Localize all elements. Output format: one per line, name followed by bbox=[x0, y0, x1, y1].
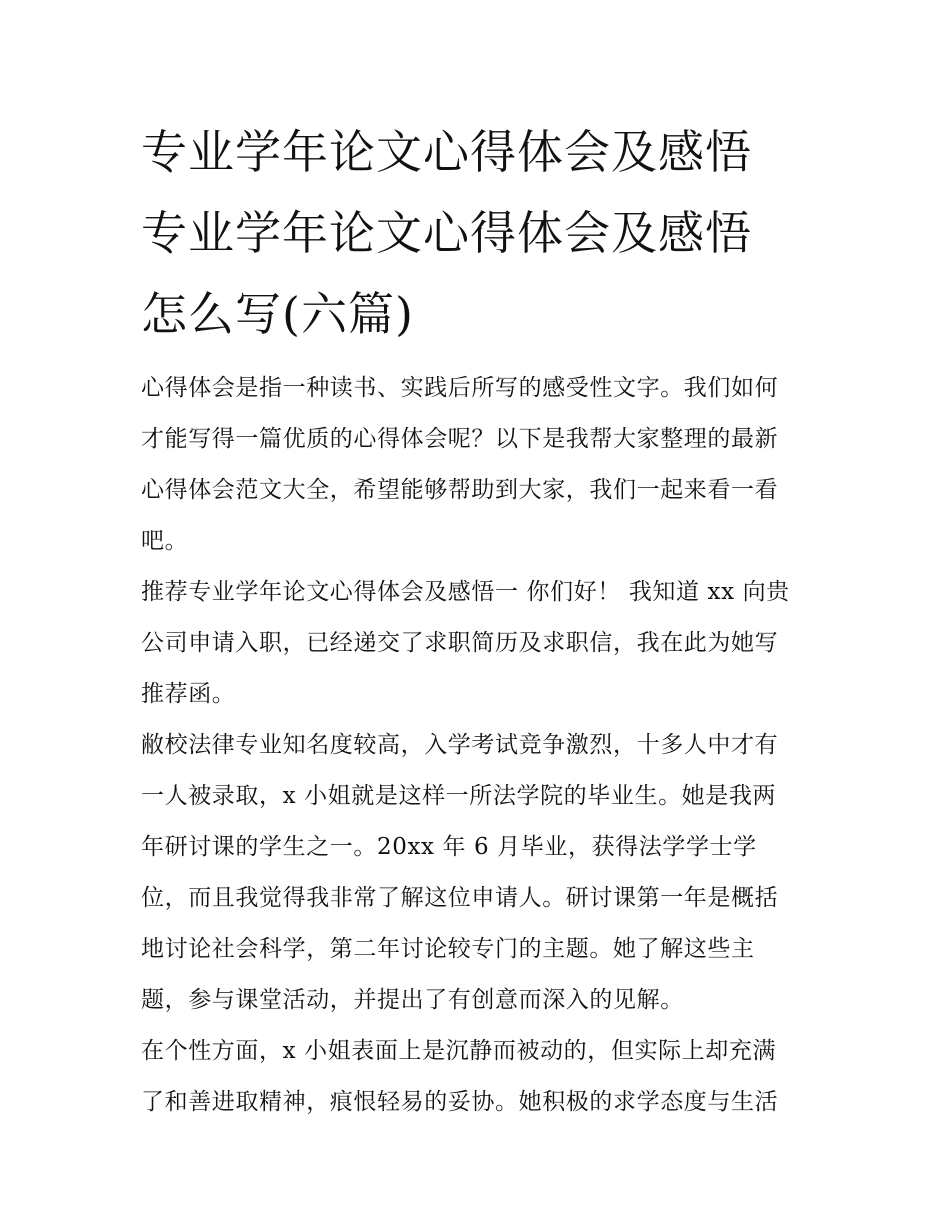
body-line: 在个性方面，x 小姐表面上是沉静而被动的，但实际上却充满 bbox=[141, 1038, 777, 1064]
body-line: 敝校法律专业知名度较高，入学考试竞争激烈，十多人中才有 bbox=[141, 732, 779, 758]
document-body bbox=[141, 363, 813, 1128]
document-title bbox=[141, 112, 813, 355]
body-line: 年研讨课的学生之一。20xx 年 6 月毕业，获得法学学士学 bbox=[141, 834, 757, 860]
body-line: 了和善进取精神，痕恨轻易的妥协。她积极的求学态度与生活 bbox=[141, 1089, 779, 1115]
body-line: 题，参与课堂活动，并提出了有创意而深入的见解。 bbox=[141, 987, 684, 1013]
title-line: 专业学年论文心得体会及感悟 bbox=[141, 206, 752, 260]
body-line: 心得体会是指一种读书、实践后所写的感受性文字。我们如何 bbox=[141, 375, 779, 401]
title-line: 专业学年论文心得体会及感悟 bbox=[141, 125, 752, 179]
body-line: 位，而且我觉得我非常了解这位申请人。研讨课第一年是概括 bbox=[141, 885, 779, 911]
body-line: 公司申请入职，已经递交了求职简历及求职信，我在此为她写 bbox=[141, 630, 779, 656]
body-line: 推荐函。 bbox=[141, 681, 236, 707]
body-line: 推荐专业学年论文心得体会及感悟一 你们好！ 我知道 xx 向贵 bbox=[141, 579, 790, 605]
body-line: 吧。 bbox=[141, 528, 189, 554]
body-line: 地讨论社会科学，第二年讨论较专门的主题。她了解这些主 bbox=[141, 936, 755, 962]
title-line: 怎么写(六篇) bbox=[141, 287, 414, 341]
body-line: 才能写得一篇优质的心得体会呢？以下是我帮大家整理的最新 bbox=[141, 426, 779, 452]
document-content bbox=[141, 112, 813, 1128]
body-line: 一人被录取，x 小姐就是这样一所法学院的毕业生。她是我两 bbox=[141, 783, 777, 809]
body-line: 心得体会范文大全，希望能够帮助到大家，我们一起来看一看 bbox=[141, 477, 779, 503]
